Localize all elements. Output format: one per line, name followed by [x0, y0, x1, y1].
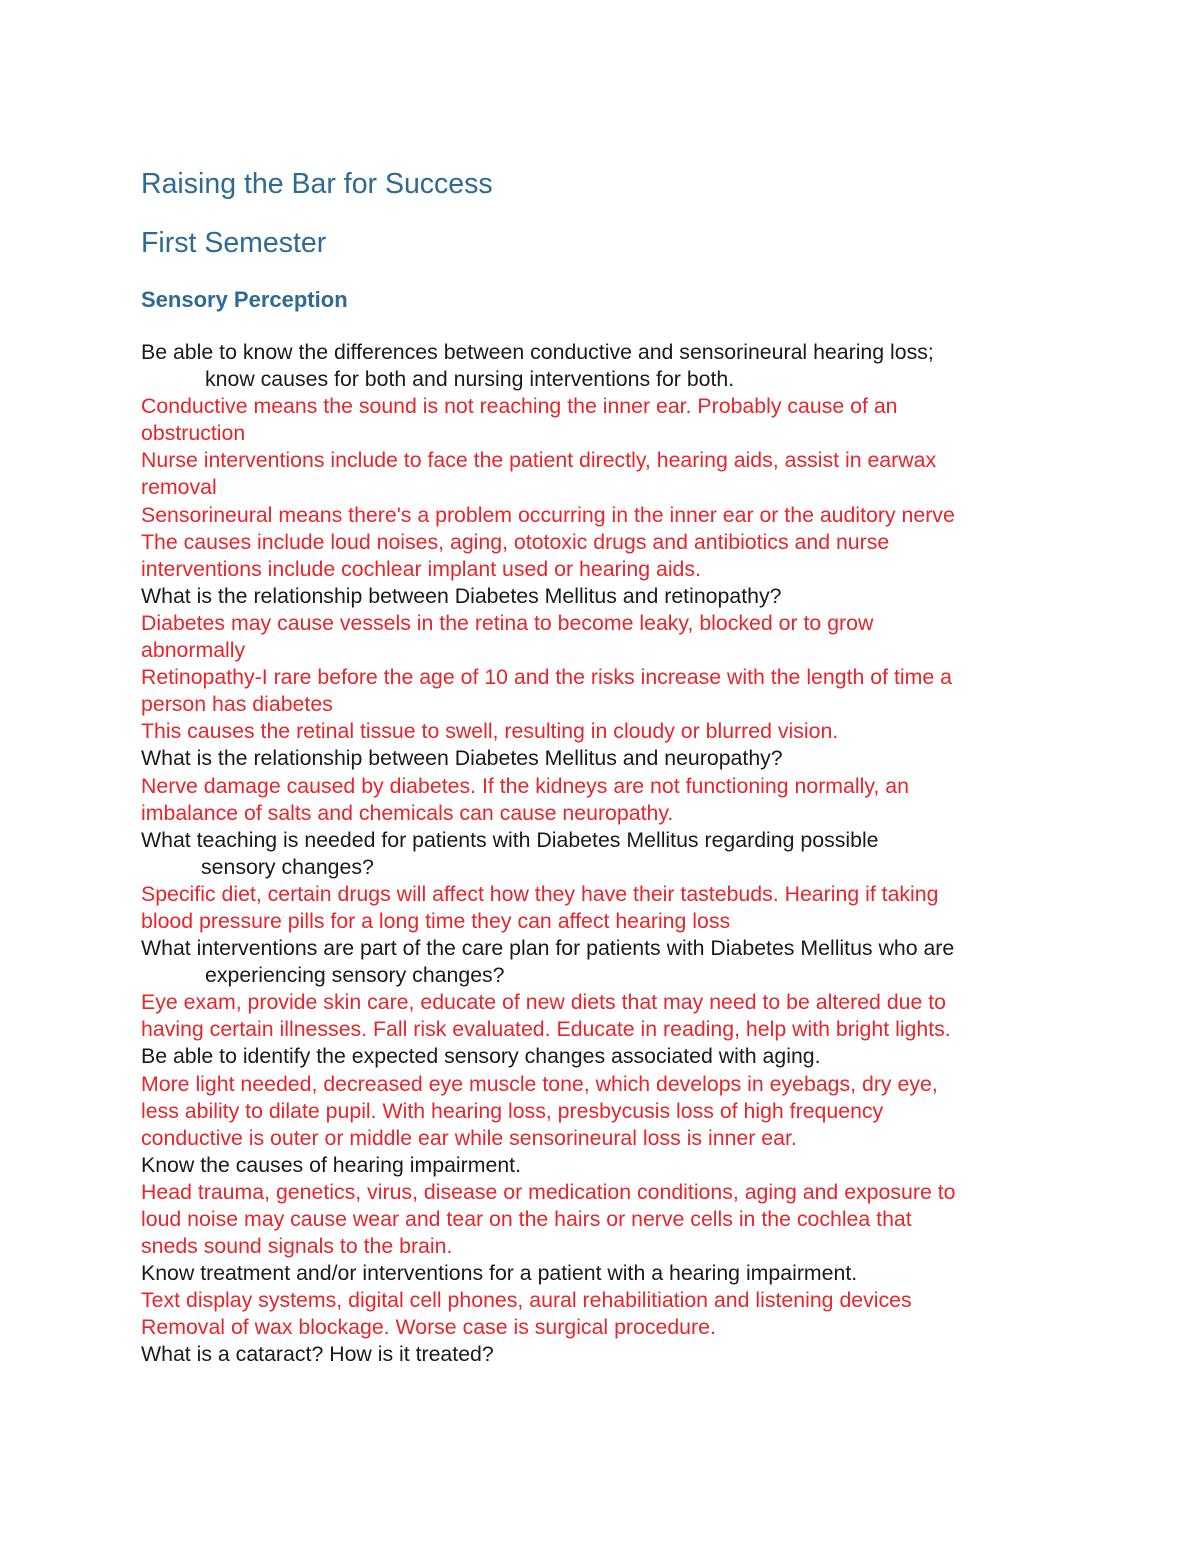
document-title: Raising the Bar for Success: [141, 168, 493, 200]
section-heading: Sensory Perception: [141, 287, 348, 312]
answer-line: Head trauma, genetics, virus, disease or medication conditions, aging and exposure to: [141, 1179, 956, 1204]
question-line: sensory changes?: [201, 854, 374, 879]
question-line: What is a cataract? How is it treated?: [141, 1342, 494, 1367]
answer-line: Sensorineural means there's a problem occurring in the inner ear or the auditory nerve: [141, 502, 955, 527]
answer-line: Conductive means the sound is not reaching the inner ear. Probably cause of an: [141, 394, 898, 419]
answer-line: conductive is outer or middle ear while sensorineural loss is inner ear.: [141, 1125, 797, 1150]
answer-line: less ability to dilate pupil. With hearing loss, presbycusis loss of high frequency: [141, 1098, 884, 1123]
answer-line: loud noise may cause wear and tear on the hairs or nerve cells in the cochlea that: [141, 1207, 912, 1231]
question-line: What is the relationship between Diabetes Mellitus and retinopathy?: [141, 583, 782, 608]
answer-line: removal: [141, 475, 217, 500]
answer-line: blood pressure pills for a long time they can affect hearing loss: [141, 908, 731, 933]
body-text: [141, 339, 1061, 1369]
answer-line: More light needed, decreased eye muscle tone, which develops in eyebags, dry eye,: [141, 1071, 938, 1096]
answer-line: Eye exam, provide skin care, educate of new diets that may need to be altered due to: [141, 990, 947, 1015]
answer-line: sneds sound signals to the brain.: [141, 1234, 453, 1259]
question-line: What is the relationship between Diabetes Mellitus and neuropathy?: [141, 746, 783, 771]
answer-line: Nerve damage caused by diabetes. If the kidneys are not functioning normally, an: [141, 773, 909, 798]
question-line: Be able to know the differences between conductive and sensorineural hearing loss;: [141, 340, 934, 364]
answer-line: Specific diet, certain drugs will affect how they have their tastebuds. Hearing if taking: [141, 881, 939, 906]
question-line: Be able to identify the expected sensory changes associated with aging.: [141, 1044, 821, 1069]
answer-line: Nurse interventions include to face the patient directly, hearing aids, assist in earwax: [141, 448, 937, 473]
answer-line: The causes include loud noises, aging, ototoxic drugs and antibiotics and nurse: [141, 529, 890, 554]
answer-line: Text display systems, digital cell phones, aural rehabilitiation and listening devices: [141, 1288, 912, 1313]
question-line: What interventions are part of the care plan for patients with Diabetes Mellitus who are: [141, 936, 955, 961]
answer-line: interventions include cochlear implant used or hearing aids.: [141, 556, 701, 581]
question-line: experiencing sensory changes?: [205, 963, 505, 988]
answer-line: Diabetes may cause vessels in the retina to become leaky, blocked or to grow: [141, 610, 874, 635]
question-line: What teaching is needed for patients with Diabetes Mellitus regarding possible: [141, 827, 879, 852]
answer-line: obstruction: [141, 421, 246, 446]
document-subtitle: First Semester: [141, 227, 327, 259]
question-line: know causes for both and nursing interventions for both.: [205, 367, 735, 392]
answer-line: This causes the retinal tissue to swell, resulting in cloudy or blurred vision.: [141, 719, 839, 744]
question-line: Know treatment and/or interventions for a patient with a hearing impairment.: [141, 1261, 858, 1286]
answer-line: person has diabetes: [141, 692, 333, 717]
answer-line: having certain illnesses. Fall risk evaluated. Educate in reading, help with bright lights.: [141, 1017, 951, 1042]
answer-line: Removal of wax blockage. Worse case is surgical procedure.: [141, 1315, 716, 1340]
answer-line: imbalance of salts and chemicals can cause neuropathy.: [141, 800, 674, 825]
answer-line: abnormally: [141, 638, 246, 663]
document-content: [141, 164, 1061, 1369]
question-line: Know the causes of hearing impairment.: [141, 1152, 521, 1177]
answer-line: Retinopathy-I rare before the age of 10 and the risks increase with the length of time a: [141, 665, 952, 690]
